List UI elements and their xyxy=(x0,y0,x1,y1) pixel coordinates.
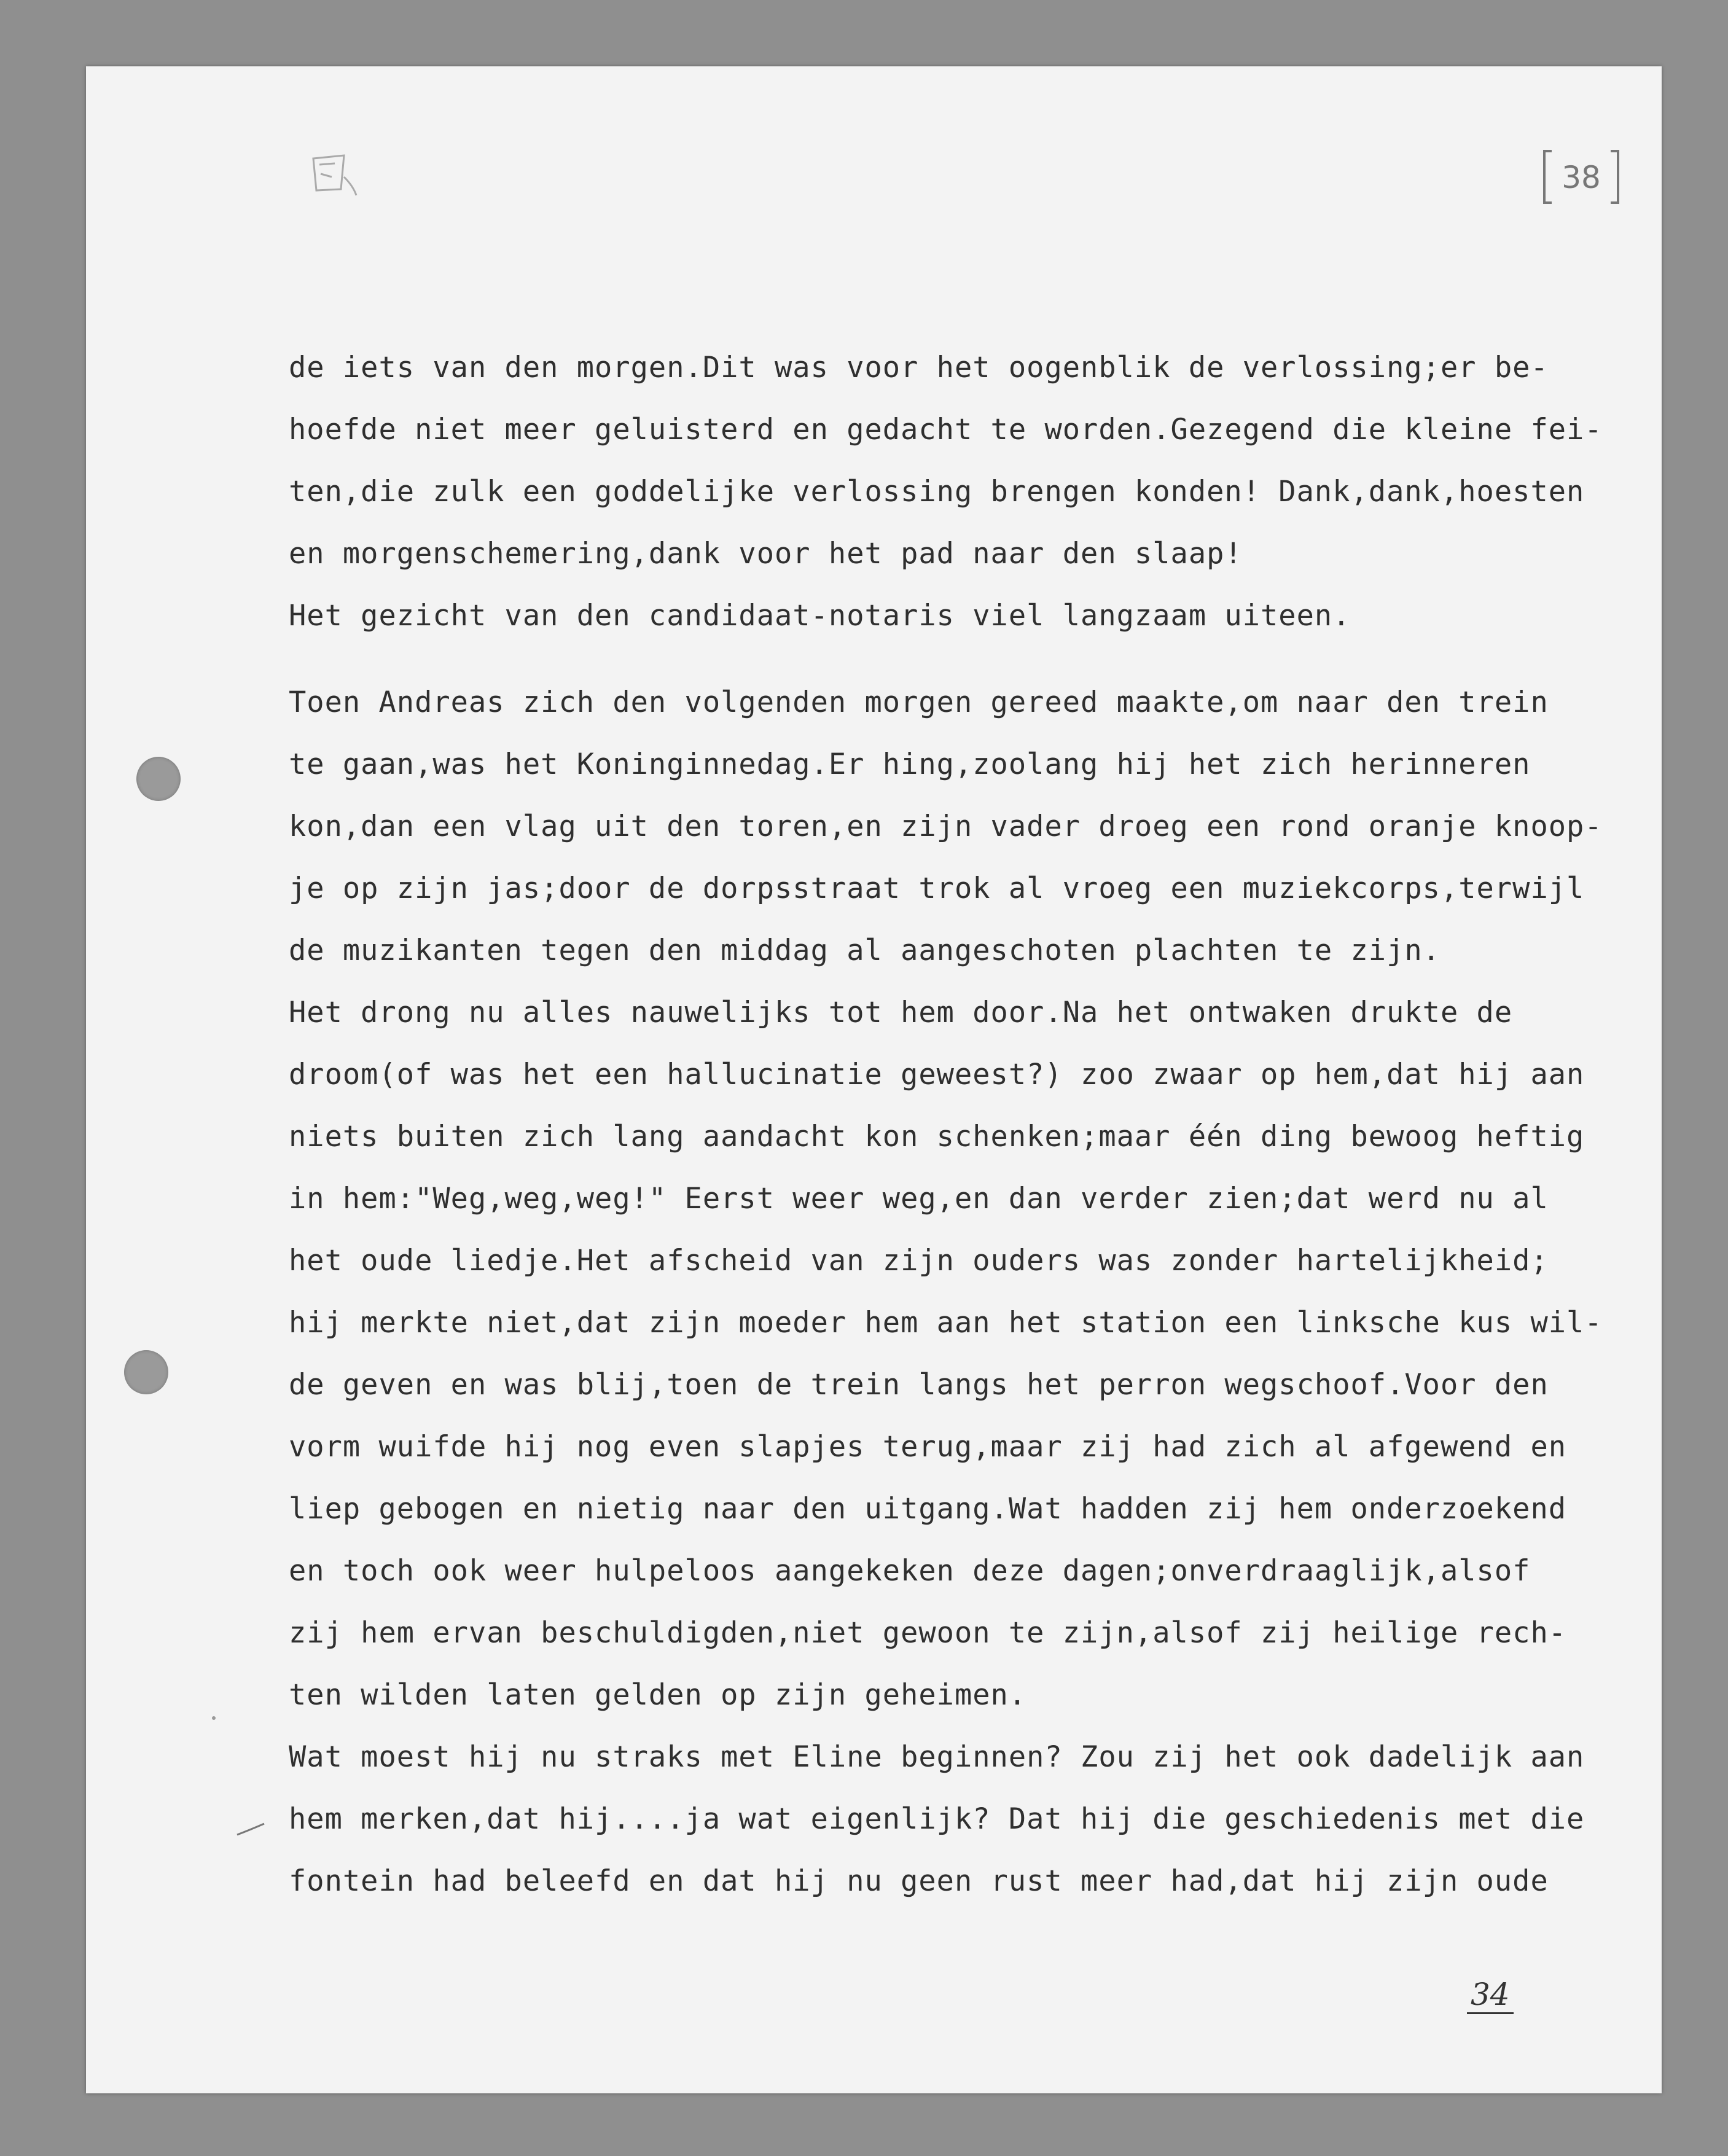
text-line: de geven en was blij,toen de trein langs het perron wegschoof.Voor den xyxy=(289,1368,1549,1402)
text-line: ten wilden laten gelden op zijn geheimen. xyxy=(289,1678,1027,1712)
typescript-body xyxy=(289,337,1720,1912)
paragraph-gap xyxy=(289,647,1720,671)
text-line: hoefde niet meer geluisterd en gedacht te worden.Gezegend die kleine fei- xyxy=(289,413,1603,447)
margin-mark-icon xyxy=(235,1821,272,1840)
text-line: Toen Andreas zich den volgenden morgen gereed maakte,om naar den trein xyxy=(289,685,1549,719)
text-line: Het gezicht van den candidaat-notaris viel langzaam uiteen. xyxy=(289,599,1351,633)
text-line: kon,dan een vlag uit den toren,en zijn vader droeg een rond oranje knoop- xyxy=(289,810,1603,843)
text-line: fontein had beleefd en dat hij nu geen rust meer had,dat hij zijn oude xyxy=(289,1864,1549,1898)
archive-number-text: 38 xyxy=(1562,160,1601,195)
text-line: het oude liedje.Het afscheid van zijn ouders was zonder hartelijkheid; xyxy=(289,1244,1549,1278)
text-line: liep gebogen en nietig naar den uitgang.Wat hadden zij hem onderzoekend xyxy=(289,1492,1567,1526)
text-line: de iets van den morgen.Dit was voor het oogenblik de verlossing;er be- xyxy=(289,351,1549,385)
punch-hole-upper xyxy=(136,757,181,801)
text-line: en morgenschemering,dank voor het pad naar den slaap! xyxy=(289,537,1243,571)
text-line: ten,die zulk een goddelijke verlossing brengen konden! Dank,dank,hoesten xyxy=(289,475,1585,509)
text-line: zij hem ervan beschuldigden,niet gewoon te zijn,alsof zij heilige rech- xyxy=(289,1616,1567,1650)
document-page xyxy=(86,66,1662,2093)
punch-hole-lower xyxy=(124,1350,168,1394)
speck xyxy=(212,1716,216,1720)
text-line: droom(of was het een hallucinatie geweest?) zoo zwaar op hem,dat hij aan xyxy=(289,1058,1585,1092)
text-line: hem merken,dat hij....ja wat eigenlijk? Dat hij die geschiedenis met die xyxy=(289,1802,1585,1836)
archive-number xyxy=(1541,146,1622,208)
archive-stamp-icon xyxy=(307,152,362,201)
text-line: niets buiten zich lang aandacht kon schenken;maar één ding bewoog heftig xyxy=(289,1120,1585,1154)
text-line: in hem:"Weg,weg,weg!" Eerst weer weg,en dan verder zien;dat werd nu al xyxy=(289,1182,1549,1216)
page-number: 34 xyxy=(1467,1977,1514,2014)
text-line: Het drong nu alles nauwelijks tot hem door.Na het ontwaken drukte de xyxy=(289,996,1513,1029)
text-line: te gaan,was het Koninginnedag.Er hing,zoolang hij het zich herinneren xyxy=(289,748,1531,781)
text-line: je op zijn jas;door de dorpsstraat trok al vroeg een muziekcorps,terwijl xyxy=(289,872,1585,905)
text-line: de muzikanten tegen den middag al aangeschoten plachten te zijn. xyxy=(289,934,1441,967)
text-line: vorm wuifde hij nog even slapjes terug,maar zij had zich al afgewend en xyxy=(289,1430,1567,1464)
text-line: en toch ook weer hulpeloos aangekeken deze dagen;onverdraaglijk,alsof xyxy=(289,1554,1531,1588)
text-line: Wat moest hij nu straks met Eline beginnen? Zou zij het ook dadelijk aan xyxy=(289,1740,1585,1774)
text-line: hij merkte niet,dat zijn moeder hem aan het station een linksche kus wil- xyxy=(289,1306,1603,1340)
